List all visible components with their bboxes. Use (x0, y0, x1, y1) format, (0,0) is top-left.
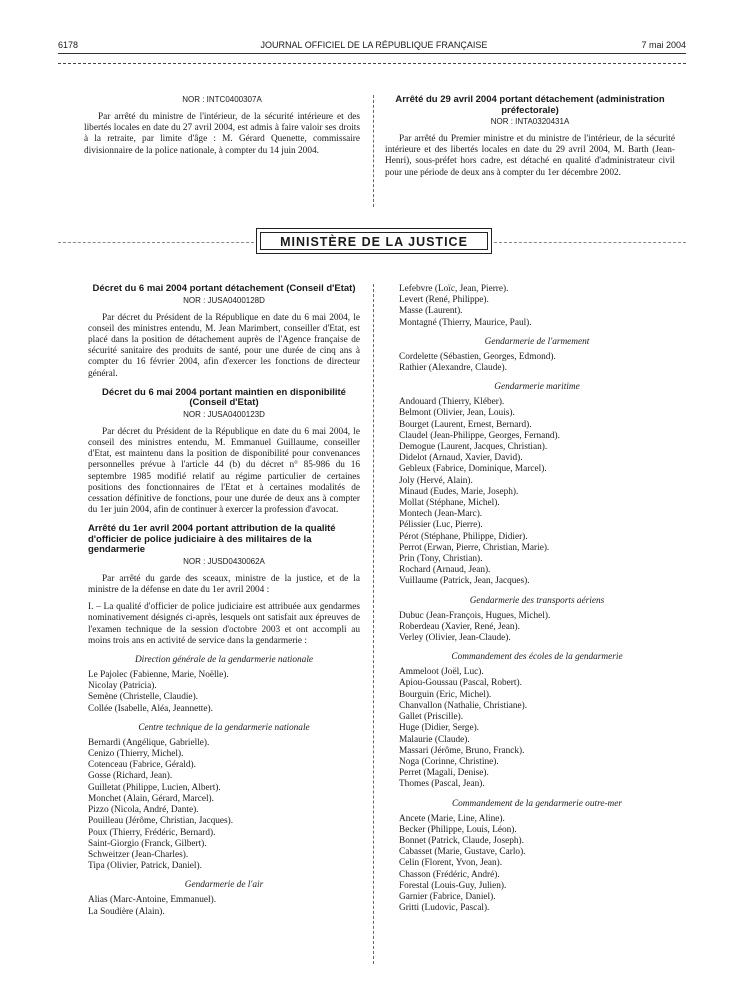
list-item: Semène (Christelle, Claudie). (88, 692, 198, 703)
list-item: Gosse (Richard, Jean). (88, 771, 173, 782)
banner-rule-left (58, 242, 254, 243)
list-item: Huge (Didier, Serge). (399, 723, 480, 734)
left-column (88, 284, 360, 918)
list-item: Cabasset (Marie, Gustave, Carlo). (399, 847, 526, 858)
list-item: La Soudière (Alain). (88, 906, 165, 917)
list-item: Perret (Magali, Denise). (399, 768, 489, 779)
notice-text: Par arrêté du Premier ministre et du ministre de l'intérieur, de la sécurité intérieure et des libertés locales en date du 29 avril 2004, M. Barth (Jean-Henri), sous-préfet hors cadre, est détaché en qualité d'administrateur civil pour une période de deux ans à compter du 1er décembre 2002. (385, 134, 675, 178)
decree-title: Décret du 6 mai 2004 portant maintien en disponibilité (Conseil d'Etat) (102, 386, 346, 409)
header-rule (58, 53, 686, 54)
list-item: Schweitzer (Jean-Charles). (88, 849, 189, 860)
arrete-intro: Par arrêté du garde des sceaux, ministre de la justice, et de la ministre de la défense en date du 1er avril 2004 : (88, 573, 360, 596)
top-left-notice (84, 95, 360, 163)
top-right-notice (385, 95, 675, 185)
list-item: Prin (Tony, Christian). (399, 554, 483, 565)
list-item: Dubuc (Jean-François, Hugues, Michel). (399, 610, 551, 621)
decree-title: Décret du 6 mai 2004 portant détachement (Conseil d'Etat) (92, 283, 356, 294)
list-item: Saint-Giorgio (Franck, Gilbert). (88, 838, 207, 849)
arrete-article: I. – La qualité d'officier de police judiciaire est attribuée aux gendarmes nominativement désignés ci-après, lesquels ont satisfait aux épreuves de l'examen technique de la session d'octobre 2003 et ont accompli au moins trois ans en activité de service dans la gendarmerie : (88, 602, 360, 646)
name-list (399, 611, 675, 645)
name-list (399, 397, 675, 587)
arrete-title: Arrêté du 1er avril 2004 portant attribution de la qualité d'officier de police judiciaire à des militaires de la gendarmerie (88, 523, 336, 556)
list-item: Monchet (Alain, Gérard, Marcel). (88, 793, 214, 804)
name-list (399, 667, 675, 790)
list-item: Montagné (Thierry, Maurice, Paul). (399, 317, 532, 328)
list-item: Demogue (Laurent, Jacques, Christian). (399, 442, 548, 453)
list-item: Pélissier (Luc, Pierre). (399, 520, 483, 531)
name-list (399, 352, 675, 374)
list-item: Bourguin (Eric, Michel). (399, 689, 492, 700)
notice-title: Arrêté du 29 avril 2004 portant détachement (administration préfectorale) (395, 94, 665, 116)
list-item: Chanvallon (Nathalie, Christiane). (399, 700, 528, 711)
notice-text: Par arrêté du ministre de l'intérieur, de la sécurité intérieure et des libertés locales en date du 27 avril 2004, est admis à faire valoir ses droits à la retraite, par limite d'âge : M. Gérard Quenette, commissaire divisionnaire de la police nationale, à compter du 14 juin 2004. (84, 112, 360, 156)
ministry-banner (256, 228, 492, 254)
list-item: Becker (Philippe, Louis, Léon). (399, 824, 517, 835)
list-item: Collée (Isabelle, Aléa, Jeannette). (88, 703, 213, 714)
header-dashed-rule (58, 63, 686, 64)
list-item: Alias (Marc-Antoine, Emmanuel). (88, 895, 217, 906)
section-heading: Gendarmerie de l'air (184, 880, 264, 891)
issue-date: 7 mai 2004 (641, 40, 686, 50)
list-item: Pizzo (Nicola, André, Dante). (88, 805, 199, 816)
list-item: Joly (Hervé, Alain). (399, 475, 473, 486)
nor-reference: NOR : INTC0400307A (182, 95, 262, 104)
list-item: Forestal (Louis-Guy, Julien). (399, 880, 507, 891)
name-list (399, 284, 675, 329)
list-item: Gritti (Ludovic, Pascal). (399, 903, 490, 914)
section-heading: Commandement des écoles de la gendarmerie (451, 652, 623, 663)
list-item: Didelot (Arnaud, Xavier, David). (399, 453, 523, 464)
page-number: 6178 (58, 40, 79, 50)
list-item: Tipa (Olivier, Patrick, Daniel). (88, 861, 202, 872)
list-item: Pérot (Stéphane, Philippe, Didier). (399, 531, 528, 542)
list-item: Rathier (Alexandre, Claude). (399, 363, 507, 374)
list-item: Gallet (Priscille). (399, 712, 464, 723)
decree-text: Par décret du Président de la République en date du 6 mai 2004, le conseil des ministres entendu, M. Jean Marimbert, conseiller d'Etat, est placé dans la position de détachement auprès de l'Agence française de sécurité sanitaire des produits de santé, pour une durée de cinq ans à compter du 16 février 2004, afin d'exercer les fonctions de directeur général. (88, 312, 360, 379)
section-heading: Gendarmerie des transports aériens (469, 595, 605, 606)
list-item: Poux (Thierry, Frédéric, Bernard). (88, 827, 216, 838)
name-list (399, 814, 675, 915)
list-item: Cenizo (Thierry, Michel). (88, 749, 184, 760)
section-heading: Commandement de la gendarmerie outre-mer (451, 798, 623, 809)
list-item: Thomes (Pascal, Jean). (399, 779, 485, 790)
nor-reference: NOR : JUSA0400123D (183, 409, 265, 419)
list-item: Levert (René, Philippe). (399, 295, 489, 306)
nor-reference: NOR : JUSA0400128D (183, 295, 265, 305)
list-item: Andouard (Thierry, Kléber). (399, 397, 505, 408)
list-item: Ammeloot (Joël, Luc). (399, 667, 484, 678)
list-item: Lefebvre (Loïc, Jean, Pierre). (399, 284, 509, 294)
list-item: Bourget (Laurent, Ernest, Bernard). (399, 419, 532, 430)
list-item: Masse (Laurent). (399, 306, 463, 317)
nor-reference: NOR : JUSD0430062A (183, 556, 265, 566)
nor-reference: NOR : INTA0320431A (490, 117, 570, 126)
column-separator-top (373, 95, 374, 207)
section-heading: Gendarmerie maritime (494, 382, 580, 393)
list-item: Pouilleau (Jérôme, Christian, Jacques). (88, 816, 234, 827)
name-list (88, 895, 360, 917)
list-item: Bernardi (Angélique, Gabrielle). (88, 737, 210, 748)
list-item: Rochard (Arnaud, Jean). (399, 565, 491, 576)
section-heading: Direction générale de la gendarmerie nationale (134, 655, 314, 666)
list-item: Claudel (Jean-Philippe, Georges, Fernand). (399, 430, 560, 441)
name-list (88, 738, 360, 872)
list-item: Perrot (Erwan, Pierre, Christian, Marie). (399, 542, 550, 553)
banner-rule-right (494, 242, 686, 243)
ministry-title: MINISTÈRE DE LA JUSTICE (260, 232, 488, 250)
decree-text: Par décret du Président de la République en date du 6 mai 2004, le conseil des ministres entendu, M. Emmanuel Guillaume, conseiller d'Etat, est maintenu dans la position de disponibilité pour convenances personnelles prévue à l'article 44 (b) du décret n° 85-986 du 16 septembre 1985 modifié relatif au régime particulier de certaines positions des fonctionnaires de l'Etat et à certaines modalités de cessation définitive de fonctions, pour une durée de deux ans à compter du 1er juin 2004, afin de continuer à exercer la profession d'avocat. (88, 426, 360, 516)
list-item: Ancete (Marie, Line, Aline). (399, 813, 505, 824)
list-item: Malaurie (Claude). (399, 734, 470, 745)
list-item: Vuillaume (Patrick, Jean, Jacques). (399, 576, 530, 587)
list-item: Mollat (Stéphane, Michel). (399, 498, 500, 509)
list-item: Bonnet (Patrick, Claude, Joseph). (399, 835, 524, 846)
list-item: Cotenceau (Fabrice, Gérald). (88, 760, 196, 771)
list-item: Montech (Jean-Marc). (399, 509, 483, 520)
list-item: Le Pajolec (Fabienne, Marie, Noëlle). (88, 670, 229, 681)
list-item: Gebleux (Fabrice, Dominique, Marcel). (399, 464, 547, 475)
list-item: Cordelette (Sébastien, Georges, Edmond). (399, 351, 556, 362)
list-item: Celin (Florent, Yvon, Jean). (399, 858, 503, 869)
list-item: Noga (Corinne, Christine). (399, 756, 499, 767)
list-item: Guilletat (Philippe, Lucien, Albert). (88, 782, 221, 793)
list-item: Garnier (Fabrice, Daniel). (399, 891, 496, 902)
column-separator-main (373, 284, 374, 964)
list-item: Apiou-Goussau (Pascal, Robert). (399, 678, 522, 689)
list-item: Nicolay (Patricia). (88, 681, 157, 692)
list-item: Roberdeau (Xavier, René, Jean). (399, 621, 520, 632)
list-item: Belmont (Olivier, Jean, Louis). (399, 408, 515, 419)
list-item: Chasson (Frédéric, André). (399, 869, 500, 880)
list-item: Minaud (Eudes, Marie, Joseph). (399, 486, 519, 497)
section-heading: Gendarmerie de l'armement (484, 336, 590, 347)
list-item: Verley (Olivier, Jean-Claude). (399, 633, 511, 644)
list-item: Massari (Jérôme, Bruno, Franck). (399, 745, 525, 756)
name-list (88, 670, 360, 715)
journal-title: JOURNAL OFFICIEL DE LA RÉPUBLIQUE FRANÇAISE (260, 40, 488, 50)
right-column (399, 284, 675, 914)
section-heading: Centre technique de la gendarmerie nationale (138, 722, 310, 733)
